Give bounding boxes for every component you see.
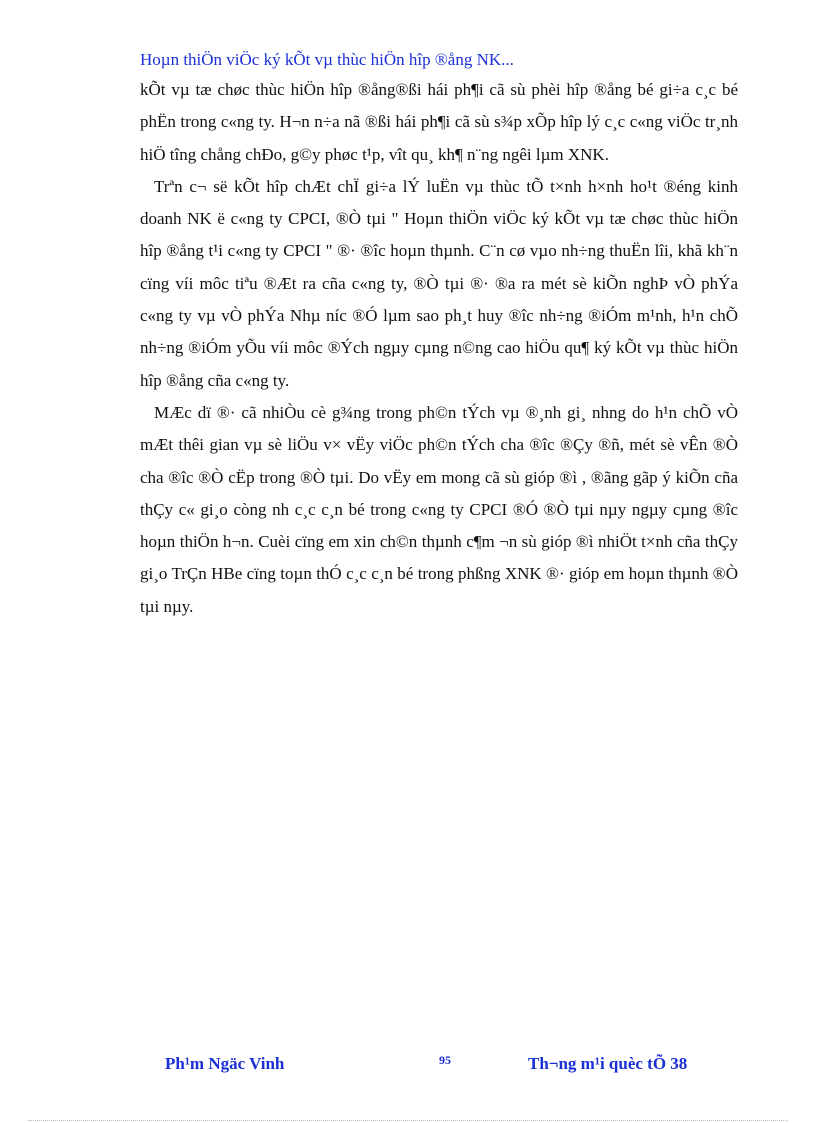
body-text	[140, 74, 738, 623]
paragraph-3: MÆc dï ®· cã nhiÒu cè g¾ng trong ph©n tÝch vµ ®¸nh gi¸ nhng do h¹n chÕ vÒ mÆt thêi gian vµ sè liÖu v× vËy viÖc ph©n tÝch cha ®îc ®Çy ®ñ, mét sè vÊn ®Ò cha ®îc ®Ò cËp trong ®Ò tµi. Do vËy em mong cã sù gióp ®ì , ®ãng gãp ý kiÕn cña thÇy c« gi¸o còng nh c¸c c¸n bé trong c«ng ty CPCI ®Ó ®Ò tµi nµy ngµy cµng ®îc hoµn thiÖn h¬n. Cuèi cïng em xin ch©n thµnh c¶m ¬n sù gióp ®ì nhiÖt t×nh cña thÇy gi¸o TrÇn HBe cïng toµn thÓ c¸c c¸n bé trong phßng XNK ®· gióp em hoµn thµnh ®Ò tµi nµy.	[140, 402, 738, 616]
footer-page-number: 95	[439, 1053, 451, 1067]
paragraph-1: kÕt vµ tæ chøc thùc hiÖn hîp ®ång®ßi hái ph¶i cã sù phèi hîp ®ång bé gi÷a c¸c bé phËn trong c«ng ty. H¬n n÷a nã ®ßi hái ph¶i cã sù s¾p xÕp hîp lý c¸c c«ng viÖc tr¸nh hiÖ tîng chång chÐo, g©y phøc t¹p, vît qu¸ kh¶ n¨ng ngêi lµm XNK.	[140, 80, 738, 164]
footer-class-name: Th¬ng m¹i quèc tÕ 38	[528, 1054, 688, 1073]
bottom-divider	[28, 1120, 788, 1121]
footer-author: Ph¹m Ngäc Vinh	[165, 1054, 285, 1073]
page-heading: Hoµn thiÖn viÖc ký kÕt vµ thùc hiÖn hîp ®ång NK...	[140, 50, 514, 69]
paragraph-2: Trªn c¬ së kÕt hîp chÆt chÏ gi÷a lÝ luËn vµ thùc tÕ t×nh h×nh ho¹t ®éng kinh doanh NK ë c«ng ty CPCI, ®Ò tµi " Hoµn thiÖn viÖc ký kÕt vµ tæ chøc thùc hiÖn hîp ®ång t¹i c«ng ty CPCI " ®· ®îc hoµn thµnh. C¨n cø vµo nh÷ng thuËn lîi, khã kh¨n cïng víi môc tiªu ®Æt ra cña c«ng ty, ®Ò tµi ®· ®a ra mét sè kiÕn nghÞ vÒ phÝa c«ng ty vµ vÒ phÝa Nhµ níc ®Ó lµm sao ph¸t huy ®îc nh÷ng ®iÓm m¹nh, h¹n chÕ nh÷ng ®iÓm yÕu víi môc ®Ých ngµy cµng n©ng cao hiÖu qu¶ ký kÕt vµ thùc hiÖn hîp ®ång cña c«ng ty.	[140, 176, 738, 390]
